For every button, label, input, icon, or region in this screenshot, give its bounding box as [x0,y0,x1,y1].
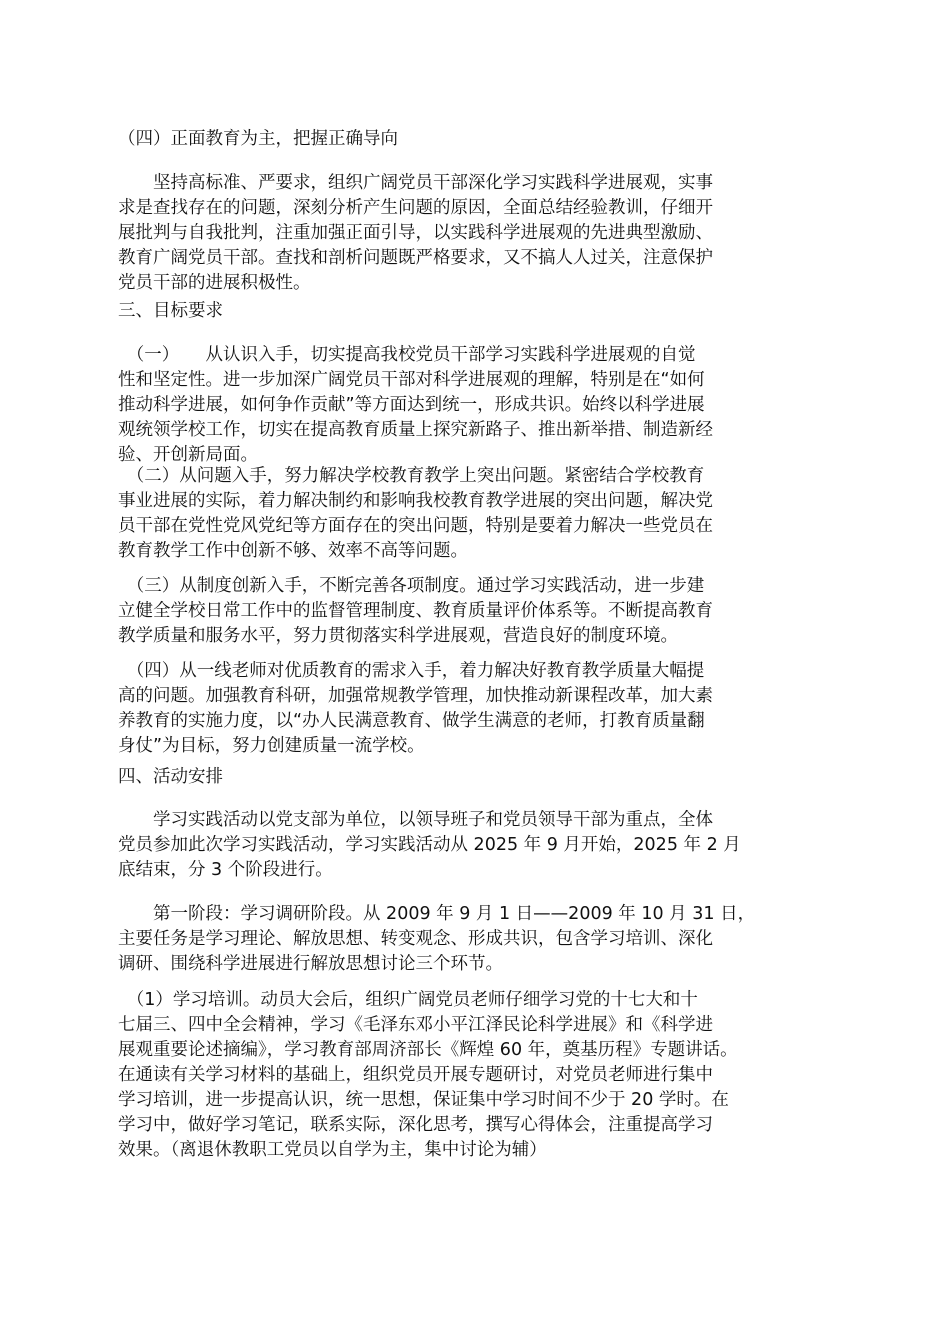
paragraph-line: 求是查找存在的问题，深刻分析产生问题的原因，全面总结经验教训，仔细开 [118,198,713,218]
paragraph-line: 学习中，做好学习笔记，联系实际，深化思考，撰写心得体会，注重提高学习 [118,1115,713,1135]
paragraph-line: （二）从问题入手，努力解决学校教育教学上突出问题。紧密结合学校教育 [118,466,705,486]
paragraph-line: 员干部在党性党风党纪等方面存在的突出问题，特别是要着力解决一些党员在 [118,516,713,536]
paragraph-line: （一） 从认识入手，切实提高我校党员干部学习实践科学进展观的自觉 [118,345,696,365]
paragraph-line: （三）从制度创新入手，不断完善各项制度。通过学习实践活动，进一步建 [118,576,705,596]
paragraph-activity-overview [118,808,833,883]
paragraph-line: 第一阶段：学习调研阶段。从 2009 年 9 月 1 日——2009 年 10 月 31 日， [118,904,756,924]
paragraph-line: 展观重要论述摘编》，学习教育部周济部长《辉煌 60 年，奠基历程》专题讲话。 [118,1040,738,1060]
paragraph-line: 在通读有关学习材料的基础上，组织党员开展专题研讨，对党员老师进行集中 [118,1065,713,1085]
subsection-heading-positive-education: （四）正面教育为主，把握正确导向 [118,129,398,149]
paragraph-goal-four [118,659,833,759]
paragraph-line: 党员参加此次学习实践活动，学习实践活动从 2025 年 9 月开始，2025 年 2 月 [118,835,741,855]
paragraph-line: （四）从一线老师对优质教育的需求入手，着力解决好教育教学质量大幅提 [118,661,705,681]
paragraph-line: 教育教学工作中创新不够、效率不高等问题。 [118,541,468,561]
paragraph-high-standards [118,171,833,296]
paragraph-line: 七届三、四中全会精神，学习《毛泽东邓小平江泽民论科学进展》和《科学进 [118,1015,713,1035]
paragraph-goal-two [118,464,833,564]
paragraph-study-training [118,988,833,1163]
paragraph-line: 学习培训，进一步提高认识，统一思想，保证集中学习时间不少于 20 学时。在 [118,1090,729,1110]
paragraph-line: 性和坚定性。进一步加深广阔党员干部对科学进展观的理解，特别是在“如何 [118,370,705,390]
paragraph-line: 事业进展的实际，着力解决制约和影响我校教育教学进展的突出问题，解决党 [118,491,713,511]
paragraph-line: （1）学习培训。动员大会后，组织广阔党员老师仔细学习党的十七大和十 [118,990,698,1010]
paragraph-line: 立健全学校日常工作中的监督管理制度、教育质量评价体系等。不断提高教育 [118,601,713,621]
paragraph-line: 养教育的实施力度，以“办人民满意教育、做学生满意的老师，打教育质量翻 [118,711,705,731]
paragraph-goal-three [118,574,833,649]
paragraph-line: 调研、围绕科学进展进行解放思想讨论三个环节。 [118,954,503,974]
paragraph-line: 主要任务是学习理论、解放思想、转变观念、形成共识，包含学习培训、深化 [118,929,713,949]
paragraph-goal-one [118,343,833,468]
section-heading-activities: 四、活动安排 [118,767,223,787]
paragraph-line: 展批判与自我批判，注重加强正面引导，以实践科学进展观的先进典型激励、 [118,223,713,243]
paragraph-line: 教育广阔党员干部。查找和剖析问题既严格要求，又不搞人人过关，注意保护 [118,248,713,268]
paragraph-line: 效果。（离退休教职工党员以自学为主，集中讨论为辅） [118,1140,547,1160]
paragraph-line: 推动科学进展，如何争作贡献”等方面达到统一，形成共识。始终以科学进展 [118,395,705,415]
paragraph-line: 底结束，分 3 个阶段进行。 [118,860,333,880]
paragraph-line: 学习实践活动以党支部为单位，以领导班子和党员领导干部为重点，全体 [118,810,713,830]
paragraph-line: 教学质量和服务水平，努力贯彻落实科学进展观，营造良好的制度环境。 [118,626,678,646]
paragraph-phase-one [118,902,833,977]
paragraph-line: 验、开创新局面。 [118,445,258,465]
section-heading-goals: 三、目标要求 [118,301,223,321]
paragraph-line: 身仗”为目标，努力创建质量一流学校。 [118,736,425,756]
paragraph-line: 坚持高标准、严要求，组织广阔党员干部深化学习实践科学进展观，实事 [118,173,713,193]
paragraph-line: 党员干部的进展积极性。 [118,273,311,293]
paragraph-line: 高的问题。加强教育科研，加强常规教学管理，加快推动新课程改革，加大素 [118,686,713,706]
paragraph-line: 观统领学校工作，切实在提高教育质量上探究新路子、推出新举措、制造新经 [118,420,713,440]
